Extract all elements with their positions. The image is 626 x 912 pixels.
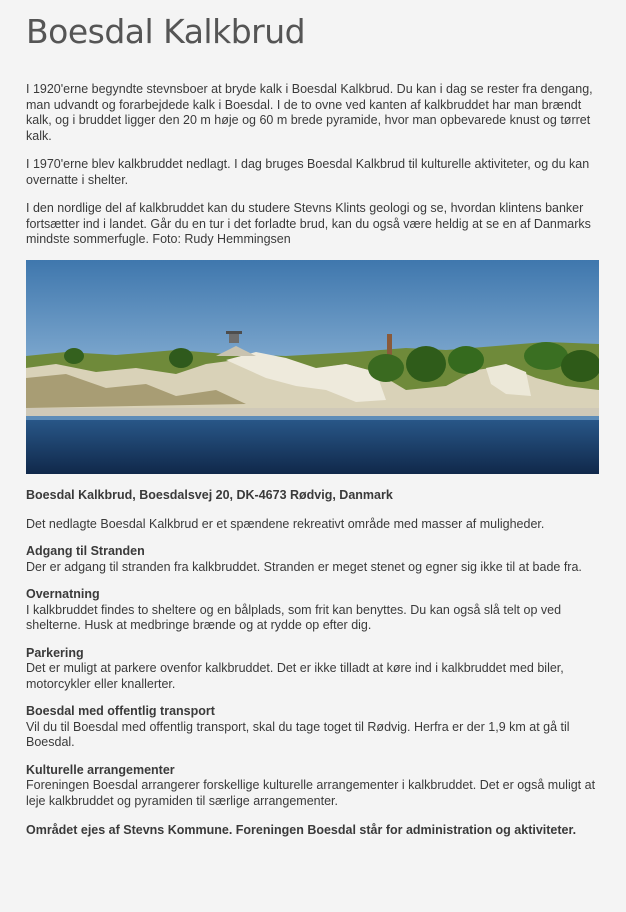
footer-note: Området ejes af Stevns Kommune. Foreningen Boesdal står for administration og aktiviteter. (26, 823, 577, 837)
address: Boesdal Kalkbrud, Boesdalsvej 20, DK-4673 Rødvig, Danmark (26, 488, 393, 502)
section-adgang (26, 544, 601, 575)
section-text: Foreningen Boesdal arrangerer forskellige kulturelle arrangementer i kalkbruddet. Det er også muligt at leje kalkbruddet og pyramiden til særlige arrangementer. (26, 778, 596, 808)
section-kultur (26, 763, 601, 810)
pyramid-roof (226, 331, 242, 334)
section-text: Det er muligt at parkere ovenfor kalkbruddet. Det er ikke tilladt at køre ind i kalkbruddet med biler, motorcykler eller knallerter. (26, 661, 564, 691)
tree (448, 346, 484, 374)
intro-text (26, 82, 601, 261)
section-heading: Overnatning (26, 587, 100, 601)
section-heading: Kulturelle arrangementer (26, 762, 175, 777)
section-text: Der er adgang til stranden fra kalkbruddet. Stranden er meget stenet og egner sig ikke til at bade fra. (26, 559, 582, 574)
section-text: Vil du til Boesdal med offentlig transport, skal du tage toget til Rødvig. Herfra er der 1,9 km at gå til Boesdal. (26, 719, 570, 749)
section-parkering (26, 646, 601, 693)
page-title: Boesdal Kalkbrud (26, 12, 306, 51)
intro-paragraph: I 1920'erne begyndte stevnsboer at bryde kalk i Boesdal Kalkbrud. Du kan i dag se rester fra dengang, man udvandt og forarbejdede kalk i Boesdal. I de to ovne ved kanten af kalkbruddet har man brændt kalk, og i bruddet ligger den 20 m høje og 60 m brede pyramide, hvor man opbevarede knust og tørret kalk. (26, 82, 593, 143)
tree (368, 354, 404, 382)
section-heading: Adgang til Stranden (26, 544, 145, 558)
lead-text: Det nedlagte Boesdal Kalkbrud er et spændene rekreativt område med masser af muligheder. (26, 516, 545, 531)
section-overnatning (26, 587, 601, 634)
quarry-photo (26, 260, 599, 474)
section-heading: Parkering (26, 645, 84, 660)
intro-paragraph: I den nordlige del af kalkbruddet kan du studere Stevns Klints geologi og se, hvordan klintens banker fortsætter ind i landet. Går du en tur i det forladte brud, kan du også være heldig at se en af Danmarks mindste sommerfugle. Foto: Rudy Hemmingsen (26, 201, 591, 246)
details (26, 488, 601, 839)
bush (169, 348, 193, 368)
section-heading: Boesdal med offentlig transport (26, 704, 215, 718)
section-text: I kalkbruddet findes to sheltere og en bålplads, som frit kan benyttes. Du kan også slå telt op ved shelterne. Husk at medbringe brænde og at rydde op efter dig. (26, 602, 562, 632)
bush (64, 348, 84, 364)
intro-paragraph: I 1970'erne blev kalkbruddet nedlagt. I dag bruges Boesdal Kalkbrud til kulturelle aktiviteter, og du kan overnatte i shelter. (26, 157, 590, 187)
tree (406, 346, 446, 382)
sea (26, 416, 599, 474)
sea-edge (26, 416, 599, 420)
section-transport (26, 704, 601, 751)
pyramid-top (229, 333, 239, 343)
beach (26, 408, 599, 416)
